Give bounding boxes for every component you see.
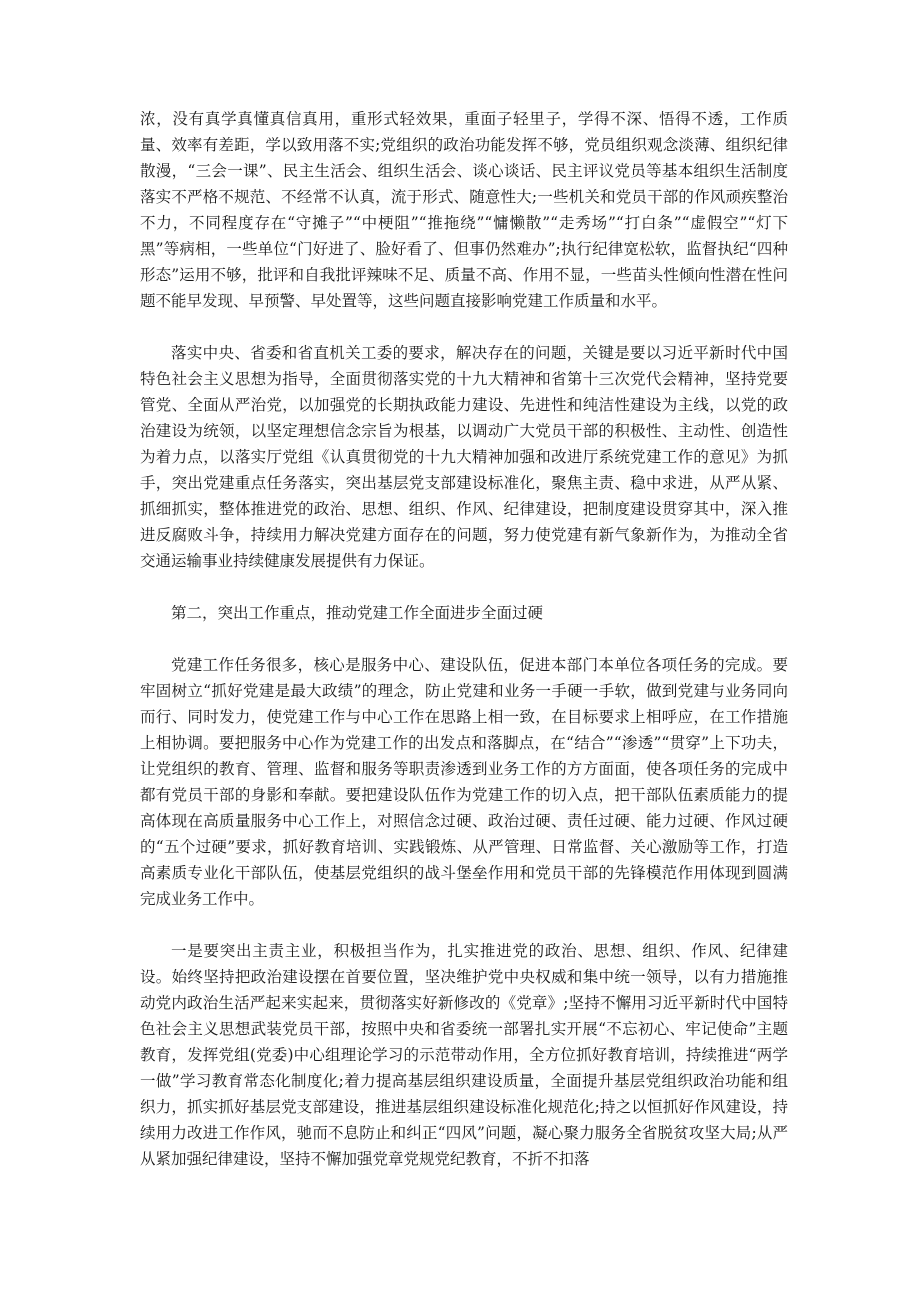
paragraph-continuation: 浓，没有真学真懂真信真用，重形式轻效果，重面子轻里子，学得不深、悟得不透，工作质量、效率有差距，学以致用落不实;党组织的政治功能发挥不够，党员组织观念淡薄、组织纪律散漫，“三会一课”、民主生活会、组织生活会、谈心谈话、民主评议党员等基本组织生活制度落实不严格不规范、不经常不认真，流于形式、随意性大;一些机关和党员干部的作风顽疾整治不力，不同程度存在“守摊子”“中梗阻”“推拖绕”“慵懒散”“走秀场”“打白条”“虚假空”“灯下黑”等病相，一些单位“门好进了、脸好看了、但事仍然难办”;执行纪律宽松软，监督执纪“四种形态”运用不够，批评和自我批评辣味不足、质量不高、作用不显，一些苗头性倾向性潜在性问题不能早发现、早预警、早处置等，这些问题直接影响党建工作质量和水平。 xyxy=(140,110,788,310)
document-body xyxy=(140,106,788,1198)
paragraph-main-responsibility: 一是要突出主责主业，积极担当作为，扎实推进党的政治、思想、组织、作风、纪律建设。始终坚持把政治建设摆在首要位置，坚决维护党中央权威和集中统一领导，以有力措施推动党内政治生活严起来实起来，贯彻落实好新修改的《党章》;坚持不懈用习近平新时代中国特色社会主义思想武装党员干部，按照中央和省委统一部署扎实开展“不忘初心、牢记使命”主题教育，发挥党组(党委)中心组理论学习的示范带动作用，全方位抓好教育培训，持续推进“两学一做”学习教育常态化制度化;着力提高基层组织建设质量，全面提升基层党组织政治功能和组织力，抓实抓好基层党支部建设，推进基层组织建设标准化规范化;持之以恒抓好作风建设，持续用力改进工作作风，驰而不息防止和纠正“四风”问题，凝心聚力服务全省脱贫攻坚大局;从严从紧加强纪律建设，坚持不懈加强党章党规党纪教育，不折不扣落 xyxy=(140,942,788,1168)
paragraph-party-building-tasks: 党建工作任务很多，核心是服务中心、建设队伍，促进本部门本单位各项任务的完成。要牢固树立“抓好党建是最大政绩”的理念，防止党建和业务一手硬一手软，做到党建与业务同向而行、同时发力，使党建工作与中心工作在思路上相一致，在目标要求上相呼应，在工作措施上相协调。要把服务中心作为党建工作的出发点和落脚点，在“结合”“渗透”“贯穿”上下功夫，让党组织的教育、管理、监督和服务等职责渗透到业务工作的方方面面，使各项任务的完成中都有党员干部的身影和奉献。要把建设队伍作为党建工作的切入点，把干部队伍素质能力的提高体现在高质量服务中心工作上，对照信念过硬、政治过硬、责任过硬、能力过硬、作风过硬的“五个过硬”要求，抓好教育培训、实践锻炼、从严管理、日常监督、关心激励等工作，打造高素质专业化干部队伍，使基层党组织的战斗堡垒作用和党员干部的先锋模范作用体现到圆满完成业务工作中。 xyxy=(140,656,788,908)
section-heading-second: 第二，突出工作重点，推动党建工作全面进步全面过硬 xyxy=(171,604,544,622)
paragraph-requirements: 落实中央、省委和省直机关工委的要求，解决存在的问题，关键是要以习近平新时代中国特色社会主义思想为指导，全面贯彻落实党的十九大精神和省第十三次党代会精神，坚持党要管党、全面从严治党，以加强党的长期执政能力建设、先进性和纯洁性建设为主线，以党的政治建设为统领，以坚定理想信念宗旨为根基，以调动广大党员干部的积极性、主动性、创造性为着力点，以落实厅党组《认真贯彻党的十九大精神加强和改进厅系统党建工作的意见》为抓手，突出党建重点任务落实，突出基层党支部建设标准化，聚焦主责、稳中求进，从严从紧、抓细抓实，整体推进党的政治、思想、组织、作风、纪律建设，把制度建设贯穿其中，深入推进反腐败斗争，持续用力解决党建方面存在的问题，努力使党建有新气象新作为，为推动全省交通运输事业持续健康发展提供有力保证。 xyxy=(140,344,788,570)
